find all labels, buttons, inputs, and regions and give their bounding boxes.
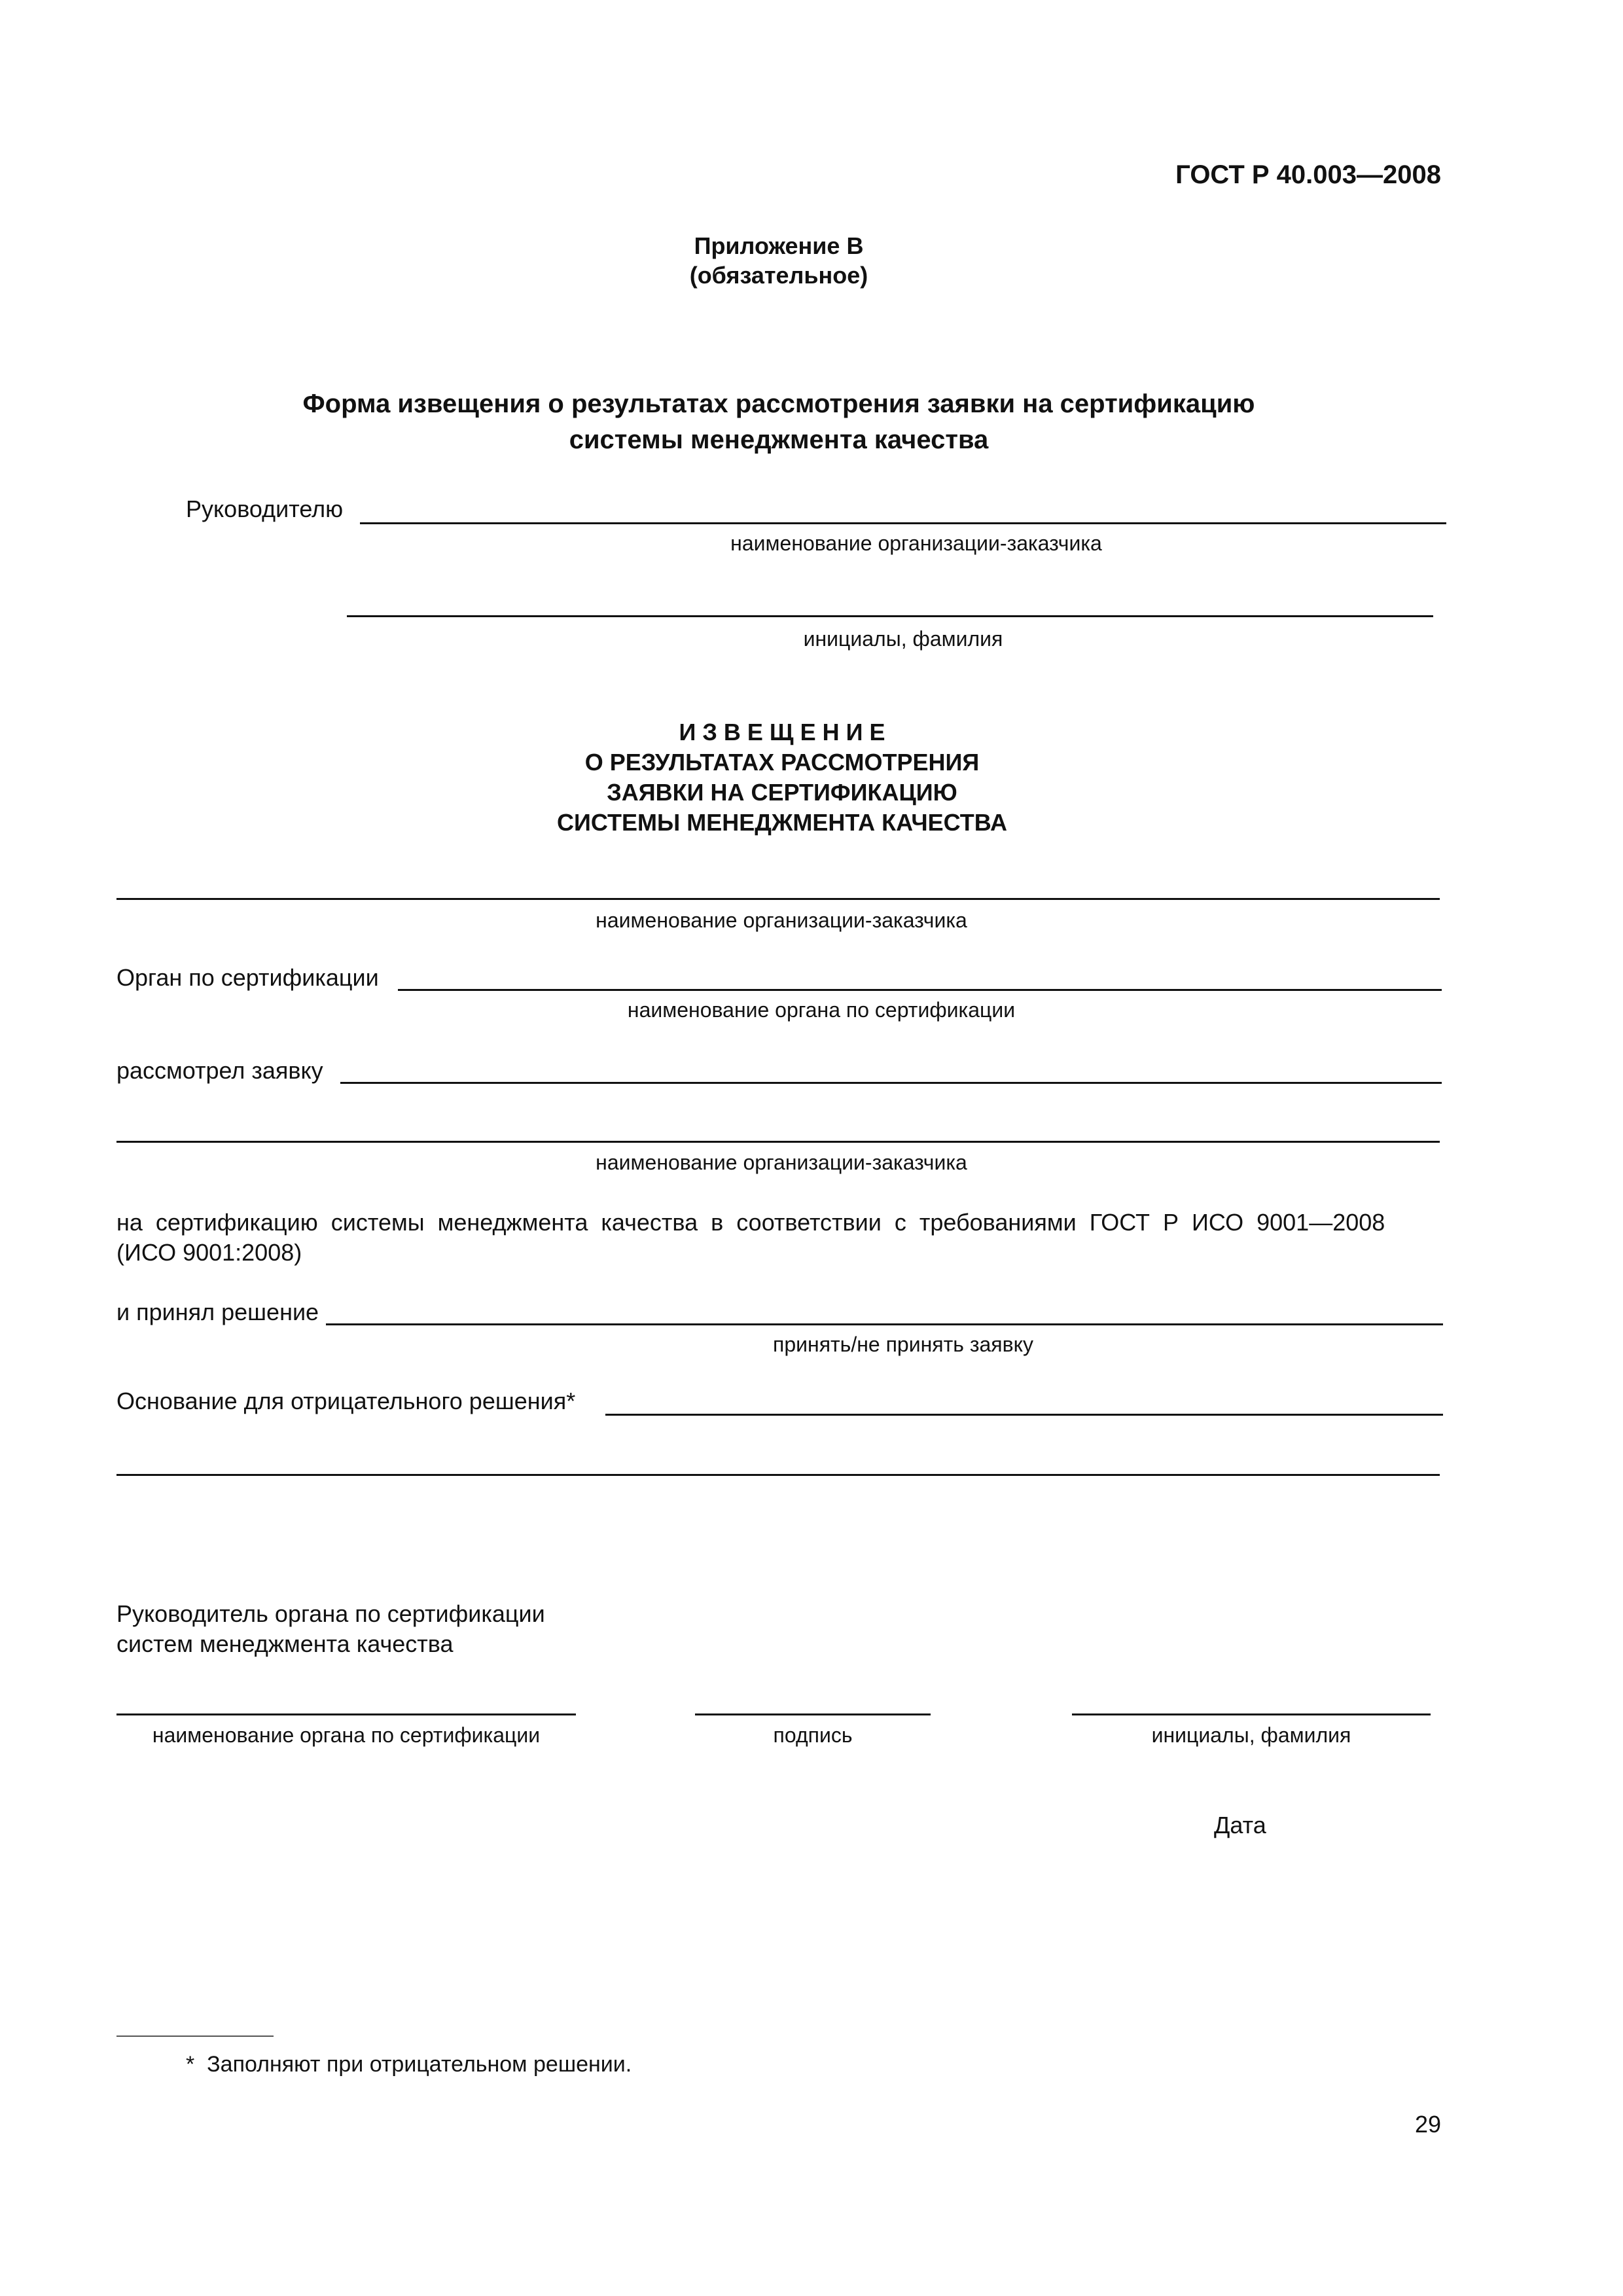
footnote-text: * Заполняют при отрицательном решении.	[186, 2052, 632, 2077]
cert-body-label: Орган по сертификации	[116, 964, 379, 991]
signature-caption: подпись	[773, 1723, 853, 1747]
customer-org-caption: наименование организации-заказчика	[596, 908, 967, 932]
reviewed-label: рассмотрел заявку	[116, 1057, 323, 1084]
cert-body-field[interactable]	[398, 989, 1442, 991]
notice-sub2: ЗАЯВКИ НА СЕРТИФИКАЦИЮ	[607, 779, 957, 806]
reviewed-org-caption: наименование организации-заказчика	[596, 1151, 967, 1174]
signature-body-caption: наименование органа по сертификации	[152, 1723, 541, 1747]
requirement-line1: на сертификацию системы менеджмента качества в соответствии с требованиями ГОСТ Р ИСО 9001—2008	[116, 1209, 1385, 1236]
reason-field-continued[interactable]	[116, 1474, 1440, 1476]
notice-sub1: О РЕЗУЛЬТАТАХ РАССМОТРЕНИЯ	[584, 749, 980, 776]
date-label: Дата	[1214, 1812, 1266, 1839]
reason-field[interactable]	[605, 1414, 1443, 1416]
cert-body-caption: наименование органа по сертификации	[627, 998, 1016, 1022]
footnote-separator	[116, 2036, 274, 2037]
appendix-status: (обязательное)	[689, 262, 868, 289]
reviewed-org-field[interactable]	[116, 1141, 1440, 1143]
requirement-line2: (ИСО 9001:2008)	[116, 1239, 302, 1266]
addressee-label: Руководителю	[186, 495, 344, 522]
customer-org-field[interactable]	[116, 898, 1440, 900]
notice-heading: И З В Е Щ Е Н И Е	[679, 719, 885, 745]
standard-id: ГОСТ Р 40.003—2008	[1175, 160, 1441, 189]
signature-field[interactable]	[695, 1713, 931, 1715]
addressee-org-caption: наименование организации-заказчика	[730, 531, 1102, 555]
signer-role-line1: Руководитель органа по сертификации	[116, 1600, 545, 1627]
reason-label: Основание для отрицательного решения*	[116, 1388, 576, 1414]
form-title-line2: системы менеджмента качества	[569, 425, 989, 454]
decision-field[interactable]	[326, 1323, 1443, 1325]
reviewed-field[interactable]	[340, 1082, 1442, 1084]
signature-name-field[interactable]	[1072, 1713, 1431, 1715]
decision-caption: принять/не принять заявку	[773, 1333, 1033, 1356]
addressee-name-field[interactable]	[347, 615, 1433, 617]
addressee-name-caption: инициалы, фамилия	[803, 627, 1003, 651]
signer-role-line2: систем менеджмента качества	[116, 1630, 454, 1657]
addressee-org-field[interactable]	[360, 522, 1446, 524]
signature-body-field[interactable]	[116, 1713, 576, 1715]
appendix-title: Приложение В	[694, 232, 864, 259]
notice-sub3: СИСТЕМЫ МЕНЕДЖМЕНТА КАЧЕСТВА	[557, 809, 1007, 836]
decision-label: и принял решение	[116, 1299, 319, 1325]
page-number: 29	[1414, 2111, 1441, 2138]
signature-name-caption: инициалы, фамилия	[1151, 1723, 1351, 1747]
form-title-line1: Форма извещения о результатах рассмотрения заявки на сертификацию	[302, 389, 1255, 418]
